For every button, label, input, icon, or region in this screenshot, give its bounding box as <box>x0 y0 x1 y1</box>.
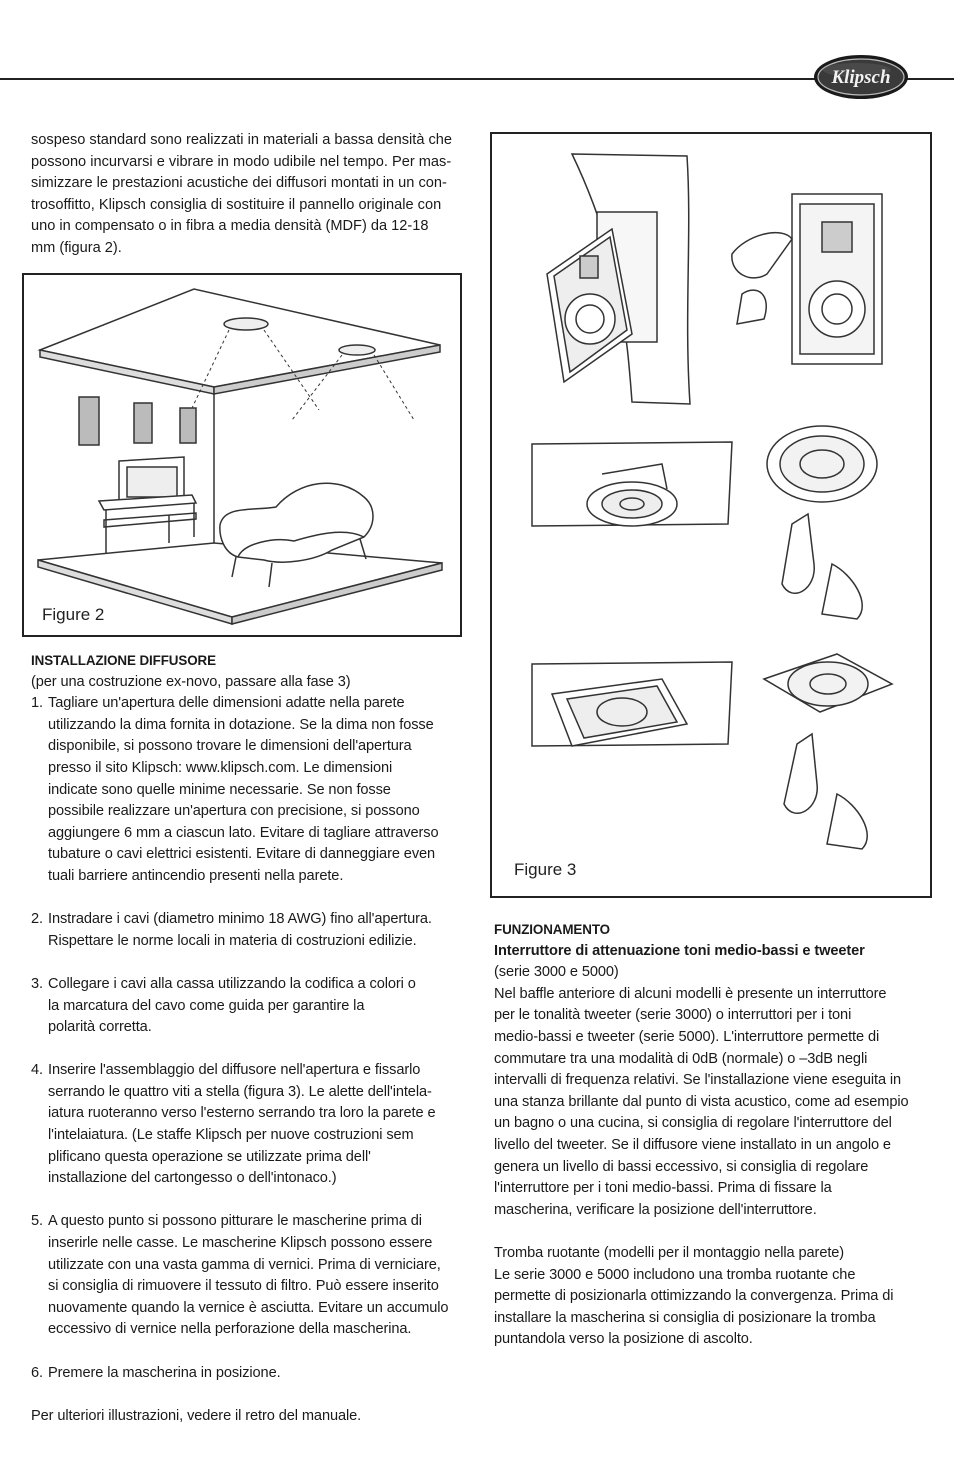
mounting-illustration <box>492 134 930 896</box>
intro-line: mm (figura 2). <box>31 239 122 256</box>
step-line: Collegare i cavi alla cassa utilizzando la codifica a colori o <box>48 975 416 992</box>
step-line: utilizzando la dima fornita in dotazione. Se la dima non fosse <box>48 716 434 733</box>
figure-3-label: Figure 3 <box>514 860 577 879</box>
intro-line: simizzare le prestazioni acustiche dei diffusori montati in un con- <box>31 175 447 192</box>
installazione-section <box>31 650 469 1427</box>
tromba-section <box>494 1243 934 1351</box>
body-line: un bagno o una cucina, si consiglia di regolare l'interruttore del <box>494 1115 892 1132</box>
body-line: una stanza brillante dal punto di vista acustico, come ad esempio <box>494 1093 909 1110</box>
funzionamento-heading: FUNZIONAMENTO <box>494 922 610 937</box>
step-line: polarità corretta. <box>48 1019 152 1036</box>
header-rule <box>0 78 954 80</box>
step-line: Rispettare le norme locali in materia di costruzioni edilizie. <box>48 932 417 949</box>
body-line: intervalli di frequenza relativi. Se l'installazione viene eseguita in <box>494 1072 902 1089</box>
installazione-note: (per una costruzione ex-novo, passare alla fase 3) <box>31 673 351 690</box>
step-line: plificano questa operazione se utilizzate prima dell' <box>48 1148 371 1165</box>
intro-paragraph <box>31 130 469 260</box>
step-line: Tagliare un'apertura delle dimensioni adatte nella parete <box>48 695 405 712</box>
installazione-heading: INSTALLAZIONE DIFFUSORE <box>31 653 216 668</box>
step-number: 4. <box>31 1062 43 1079</box>
klipsch-logo <box>812 52 910 102</box>
figure-2 <box>22 273 462 637</box>
installazione-steps <box>31 693 469 1384</box>
tromba-line: Le serie 3000 e 5000 includono una tromba ruotante che <box>494 1266 856 1283</box>
svg-text:Klipsch: Klipsch <box>831 67 891 88</box>
figure-2-label: Figure 2 <box>42 605 105 624</box>
intro-line: trosoffitto, Klipsch consiglia di sostituire il pannello originale con <box>31 196 442 213</box>
step-item <box>31 693 469 887</box>
step-line: Instradare i cavi (diametro minimo 18 AWG) fino all'apertura. <box>48 911 432 928</box>
body-line: per le tonalità tweeter (serie 3000) o interruttori per i toni <box>494 1007 852 1024</box>
body-line: medio-bassi e tweeter (serie 5000). L'interruttore permette di <box>494 1028 880 1045</box>
tromba-line: installare la mascherina si consiglia di posizionare la tromba <box>494 1309 876 1326</box>
funzionamento-series: (serie 3000 e 5000) <box>494 964 619 981</box>
tromba-line: puntandola verso la posizione di ascolto. <box>494 1331 753 1348</box>
step-number: 6. <box>31 1364 43 1381</box>
step-line: Premere la mascherina in posizione. <box>48 1364 281 1381</box>
step-item <box>31 1363 469 1385</box>
step-line: iatura ruoteranno verso l'esterno serrando tra loro la parete e <box>48 1105 436 1122</box>
intro-line: sospeso standard sono realizzati in materiali a bassa densità che <box>31 132 453 148</box>
body-line: commutare tra una modalità di 0dB (normale) o –3dB negli <box>494 1050 868 1067</box>
tromba-line: Tromba ruotante (modelli per il montaggio nella parete) <box>494 1244 845 1261</box>
funzionamento-body <box>494 984 934 1222</box>
step-line: eccessivo di vernice nella perforazione della mascherina. <box>48 1321 412 1338</box>
step-line: serrando le quattro viti a stella (figura 3). Le alette dell'intela- <box>48 1083 432 1100</box>
body-line: Nel baffle anteriore di alcuni modelli è presente un interruttore <box>494 985 887 1002</box>
step-line: la marcatura del cavo come guida per garantire la <box>48 997 365 1014</box>
step-line: disponibile, si possono trovare le dimensioni dell'apertura <box>48 738 412 755</box>
figure-3 <box>490 132 932 898</box>
funzionamento-subheading: Interruttore di attenuazione toni medio-bassi e tweeter <box>494 942 865 959</box>
funzionamento-section <box>494 919 934 1351</box>
step-number: 3. <box>31 975 43 992</box>
step-item <box>31 974 469 1039</box>
tromba-line: permette di posizionarla ottimizzando la convergenza. Prima di <box>494 1288 894 1305</box>
body-line: genera un livello di bassi eccessivo, si consiglia di regolare <box>494 1158 869 1175</box>
step-line: nuovamente quando la vernice è asciutta. Evitare un accumulo <box>48 1299 449 1316</box>
step-line: tubature o cavi elettrici esistenti. Evitare di danneggiare even <box>48 846 436 863</box>
step-line: si consiglia di rimuovere il tessuto di filtro. Può essere inserito <box>48 1278 439 1295</box>
intro-line: uno in compensato o in fibra a media densità (MDF) da 12-18 <box>31 218 429 235</box>
step-number: 5. <box>31 1213 43 1230</box>
step-line: indicate sono quelle minime necessarie. Se non fosse <box>48 781 391 798</box>
step-line: Inserire l'assemblaggio del diffusore nell'apertura e fissarlo <box>48 1062 421 1079</box>
step-line: utilizzate con una vasta gamma di vernici. Prima di verniciare, <box>48 1256 441 1273</box>
step-line: A questo punto si possono pitturare le mascherine prima di <box>48 1213 422 1230</box>
step-line: installazione del cartongesso o dell'intonaco.) <box>48 1170 337 1187</box>
step-number: 1. <box>31 695 43 712</box>
step-line: possibile realizzare un'apertura con precisione, si possono <box>48 803 420 820</box>
step-item <box>31 1060 469 1190</box>
step-line: l'intelaiatura. (Le staffe Klipsch per nuove costruzioni sem <box>48 1127 414 1144</box>
step-line: presso il sito Klipsch: www.klipsch.com. Le dimensioni <box>48 759 393 776</box>
step-line: tuali barriere antincendio presenti nella parete. <box>48 867 344 884</box>
body-line: mascherina, verificare la posizione dell'interruttore. <box>494 1201 817 1218</box>
step-item <box>31 1211 469 1341</box>
step-line: inserirle nelle casse. Le mascherine Klipsch possono essere <box>48 1235 433 1252</box>
step-number: 2. <box>31 911 43 928</box>
step-line: aggiungere 6 mm a ciascun lato. Evitare di tagliare attraverso <box>48 824 439 841</box>
body-line: l'interruttore per i toni medio-bassi. Prima di fissare la <box>494 1180 832 1197</box>
intro-line: possono incurvarsi e vibrare in modo udibile nel tempo. Per mas- <box>31 153 452 170</box>
step-item <box>31 909 469 952</box>
installazione-footer: Per ulteriori illustrazioni, vedere il retro del manuale. <box>31 1407 362 1424</box>
body-line: livello del tweeter. Se il diffusore viene installato in un angolo e <box>494 1136 891 1153</box>
room-illustration <box>24 275 460 635</box>
